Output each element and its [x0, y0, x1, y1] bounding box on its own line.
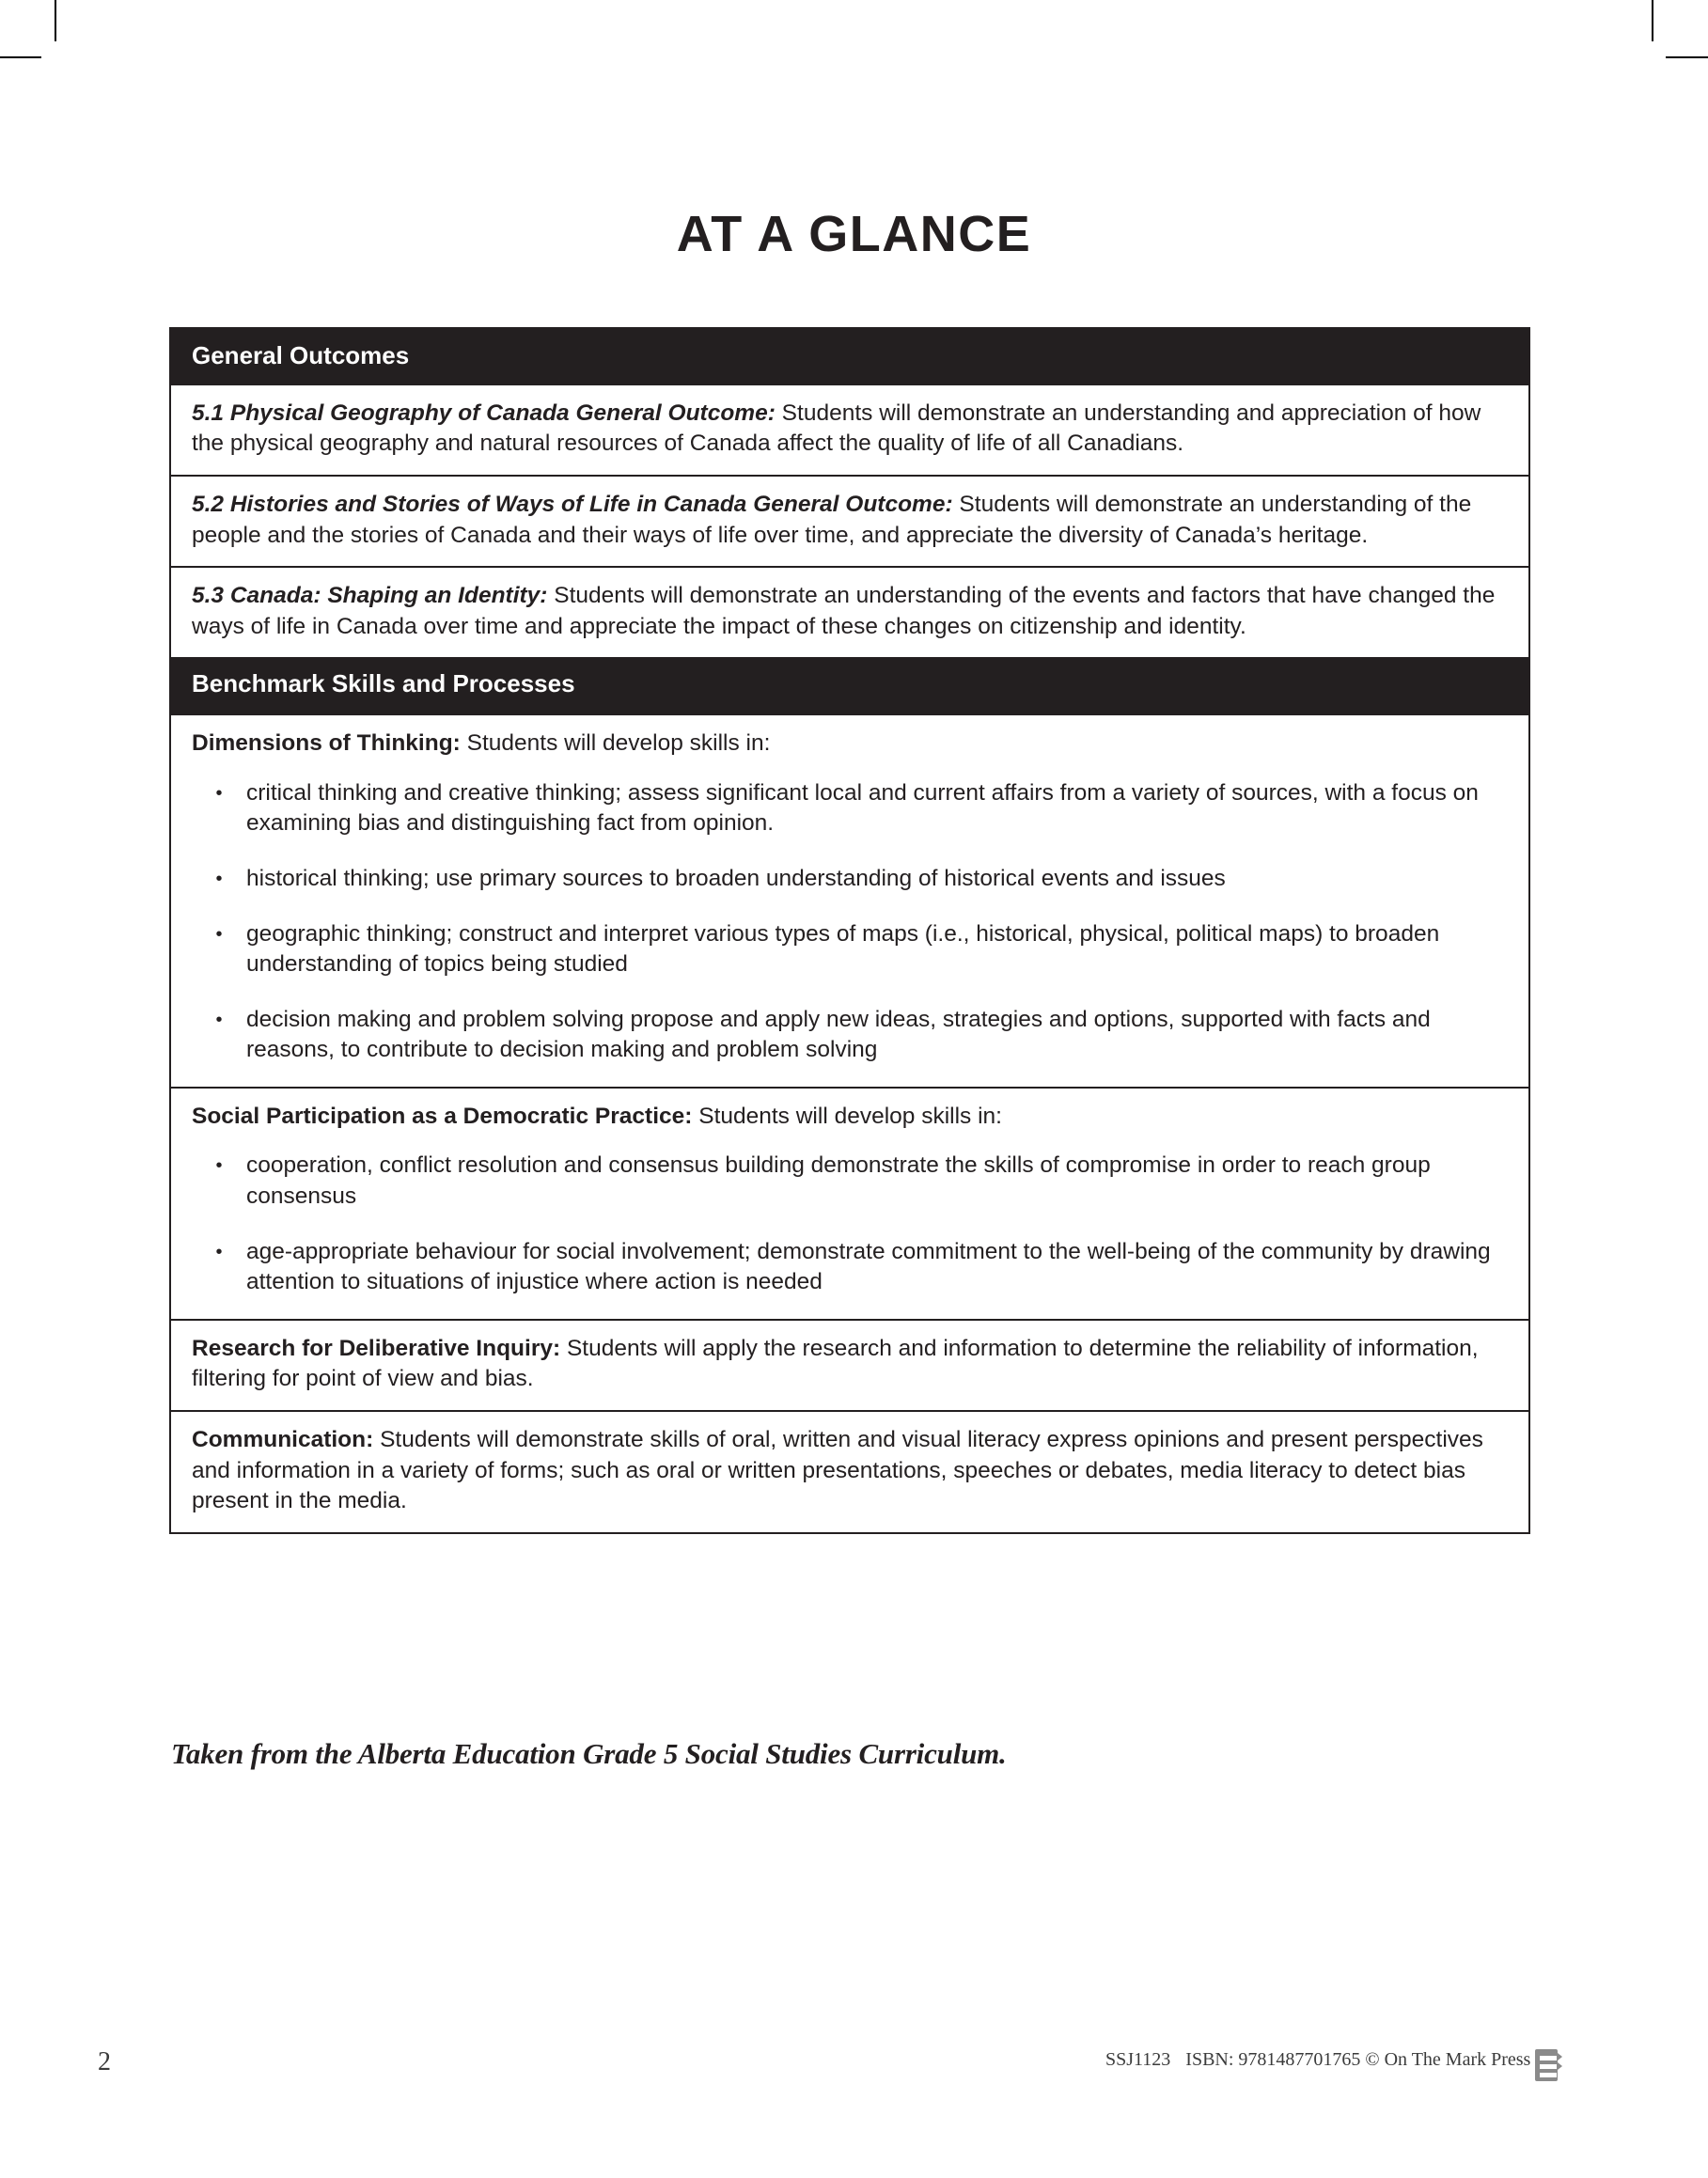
outcome-body-text: Students will demonstrate an understanding of the events and factors that have changed the ways of life in Canada over time and appreciate the impact of these changes on citizenship and identity.	[192, 583, 1496, 639]
list-item-text: age-appropriate behaviour for social involvement; demonstrate commitment to the well-being of the community by drawing attention to situations of injustice where action is needed	[246, 1238, 1491, 1295]
outcome-body-text: Students will demonstrate an understanding of the people and the stories of Canada and their ways of life over time, and appreciate the diversity of Canada’s heritage.	[192, 492, 1472, 548]
list-item-text: critical thinking and creative thinking; assess significant local and current affairs from a variety of sources, with a focus on examining bias and distinguishing fact from opinion.	[246, 779, 1479, 837]
bullet-dot-icon: •	[215, 1009, 223, 1030]
crop-mark-top-right-vertical	[1652, 0, 1653, 41]
outcome-row	[171, 713, 1528, 1087]
bullet-dot-icon: •	[215, 1241, 223, 1262]
list-item	[192, 1151, 1508, 1212]
footer-product-code: SSJ1123	[1105, 2049, 1171, 2070]
attribution-note: Taken from the Alberta Education Grade 5 Social Studies Curriculum.	[171, 1737, 1007, 1770]
outcome-paragraph	[192, 399, 1508, 460]
outcome-lead-label: Communication:	[192, 1426, 374, 1452]
list-item	[192, 778, 1508, 839]
section-header: General Outcomes	[171, 329, 1528, 385]
list-item-text: decision making and problem solving propose and apply new ideas, strategies and options, supported with facts and reasons, to contribute to decision making and problem solving	[246, 1006, 1431, 1063]
outcome-paragraph	[192, 490, 1508, 551]
outcome-lead-label: Social Participation as a Democratic Practice:	[192, 1103, 693, 1129]
outcome-body-text: Students will develop skills in:	[460, 730, 771, 757]
outcome-lead-label: 5.1 Physical Geography of Canada General Outcome:	[192, 400, 776, 426]
footer-isbn-copyright: ISBN: 9781487701765 © On The Mark Press	[1185, 2049, 1531, 2070]
outcome-row	[171, 566, 1528, 657]
list-item	[192, 1237, 1508, 1298]
outcome-row	[171, 1087, 1528, 1319]
outcome-paragraph	[192, 1334, 1508, 1395]
outcome-row	[171, 475, 1528, 566]
outcome-body-text: Students will develop skills in:	[692, 1103, 1002, 1129]
outcome-lead-label: 5.3 Canada: Shaping an Identity:	[192, 583, 548, 609]
list-item-text: historical thinking; use primary sources to broaden understanding of historical events and issues	[246, 865, 1226, 891]
outcome-row	[171, 1410, 1528, 1532]
outcome-body-text: Students will apply the research and information to determine the reliability of information, filtering for point of view and bias.	[192, 1335, 1479, 1392]
bullet-dot-icon: •	[215, 782, 223, 804]
outcome-body-text: Students will demonstrate skills of oral, written and visual literacy express opinions and present perspectives and information in a variety of forms; such as oral or written presentations, speeches or debates, media literacy to detect bias present in the media.	[192, 1426, 1483, 1514]
skills-bullet-list	[192, 1151, 1508, 1297]
outcome-lead-label: 5.2 Histories and Stories of Ways of Life in Canada General Outcome:	[192, 492, 953, 518]
bullet-dot-icon: •	[215, 868, 223, 889]
book-stack-icon	[1532, 2047, 1564, 2083]
bullet-dot-icon: •	[215, 923, 223, 945]
outcome-paragraph	[192, 729, 1508, 760]
list-item	[192, 864, 1508, 895]
list-item-text: geographic thinking; construct and interpret various types of maps (i.e., historical, physical, political maps) to broaden understanding of topics being studied	[246, 920, 1440, 978]
outcomes-table	[169, 327, 1530, 1534]
outcome-paragraph	[192, 1425, 1508, 1517]
page-number: 2	[98, 2047, 111, 2076]
list-item-text: cooperation, conflict resolution and consensus building demonstrate the skills of compromise in order to reach group consensus	[246, 1152, 1431, 1210]
list-item	[192, 919, 1508, 980]
crop-mark-top-left-horizontal	[0, 56, 41, 58]
outcome-lead-label: Dimensions of Thinking:	[192, 730, 461, 757]
outcome-body-text: Students will demonstrate an understanding and appreciation of how the physical geography and natural resources of Canada affect the quality of life of all Canadians.	[192, 400, 1481, 457]
outcome-paragraph	[192, 1102, 1508, 1133]
outcome-lead-label: Research for Deliberative Inquiry:	[192, 1335, 561, 1361]
page-title: AT A GLANCE	[676, 206, 1032, 263]
bullet-dot-icon: •	[215, 1155, 223, 1177]
outcome-row	[171, 385, 1528, 475]
crop-mark-top-right-horizontal	[1666, 56, 1708, 58]
outcome-row	[171, 1319, 1528, 1410]
outcome-paragraph	[192, 581, 1508, 642]
section-header: Benchmark Skills and Processes	[171, 657, 1528, 713]
skills-bullet-list	[192, 778, 1508, 1066]
list-item	[192, 1005, 1508, 1066]
footer-credit	[1105, 2049, 1530, 2071]
crop-mark-top-left-vertical	[55, 0, 56, 41]
